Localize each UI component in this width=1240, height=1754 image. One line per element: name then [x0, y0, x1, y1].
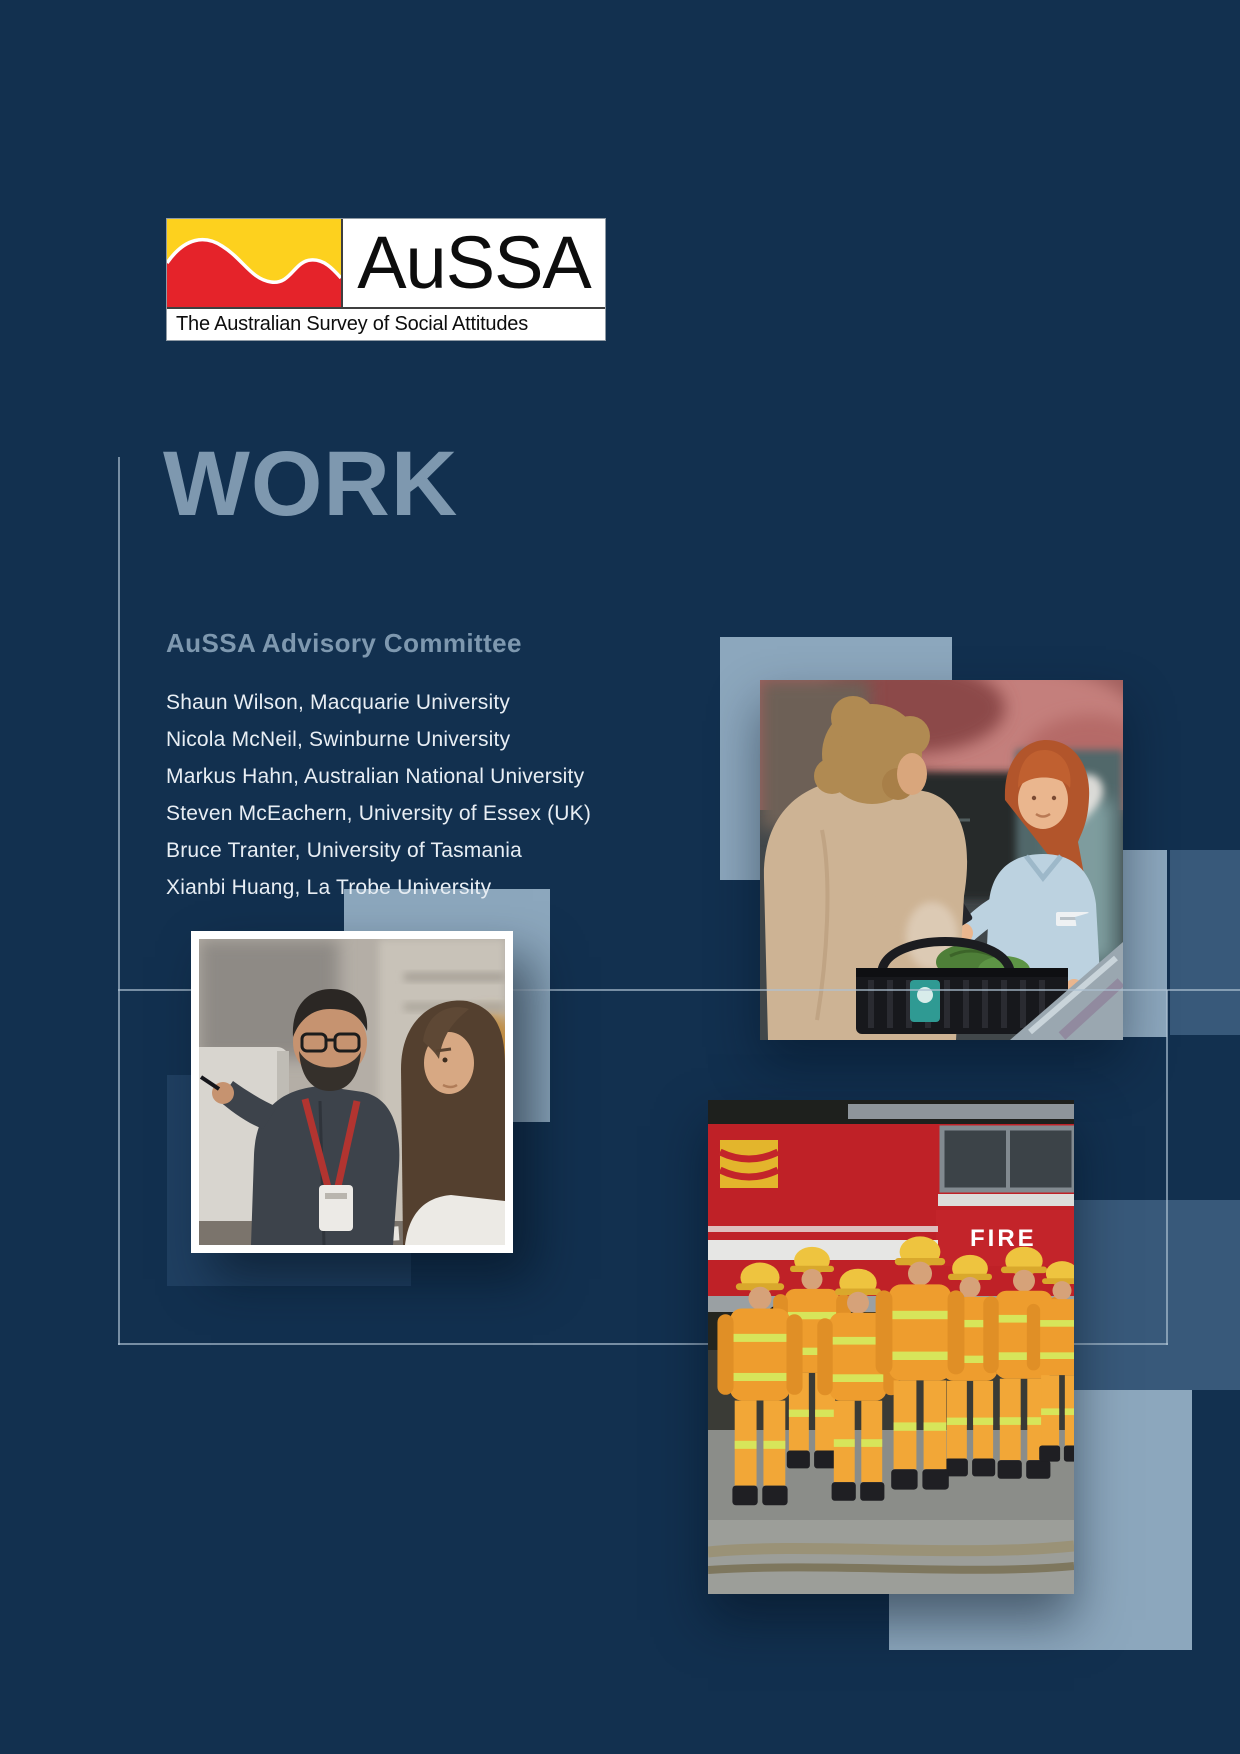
rule-line-vertical-right [1166, 990, 1168, 1345]
logo-wordmark: AuSSA [357, 221, 591, 304]
accent-navy-rect-right-upper [1170, 850, 1240, 1035]
rule-line-vertical-left [118, 457, 120, 1345]
logo-wave-icon [167, 219, 343, 307]
committee-heading: AuSSA Advisory Committee [166, 628, 522, 658]
fire-truck-text: FIRE [970, 1225, 1037, 1252]
aussa-logo [166, 218, 606, 341]
firefighters-photo [708, 1100, 1074, 1594]
committee-member: Shaun Wilson, Macquarie University [166, 691, 511, 714]
office-collaboration-photo [191, 931, 513, 1253]
committee-member: Steven McEachern, University of Essex (UK) [166, 802, 592, 825]
supermarket-checkout-photo [760, 680, 1123, 1040]
committee-member: Markus Hahn, Australian National University [166, 765, 585, 788]
committee-member: Bruce Tranter, University of Tasmania [166, 839, 522, 862]
committee-list [166, 684, 591, 906]
logo-top-row [167, 219, 605, 309]
committee-member: Nicola McNeil, Swinburne University [166, 728, 511, 751]
committee-member: Xianbi Huang, La Trobe University [166, 876, 492, 899]
page-title: WORK [163, 433, 459, 535]
logo-tagline: The Australian Survey of Social Attitudes [176, 313, 528, 335]
